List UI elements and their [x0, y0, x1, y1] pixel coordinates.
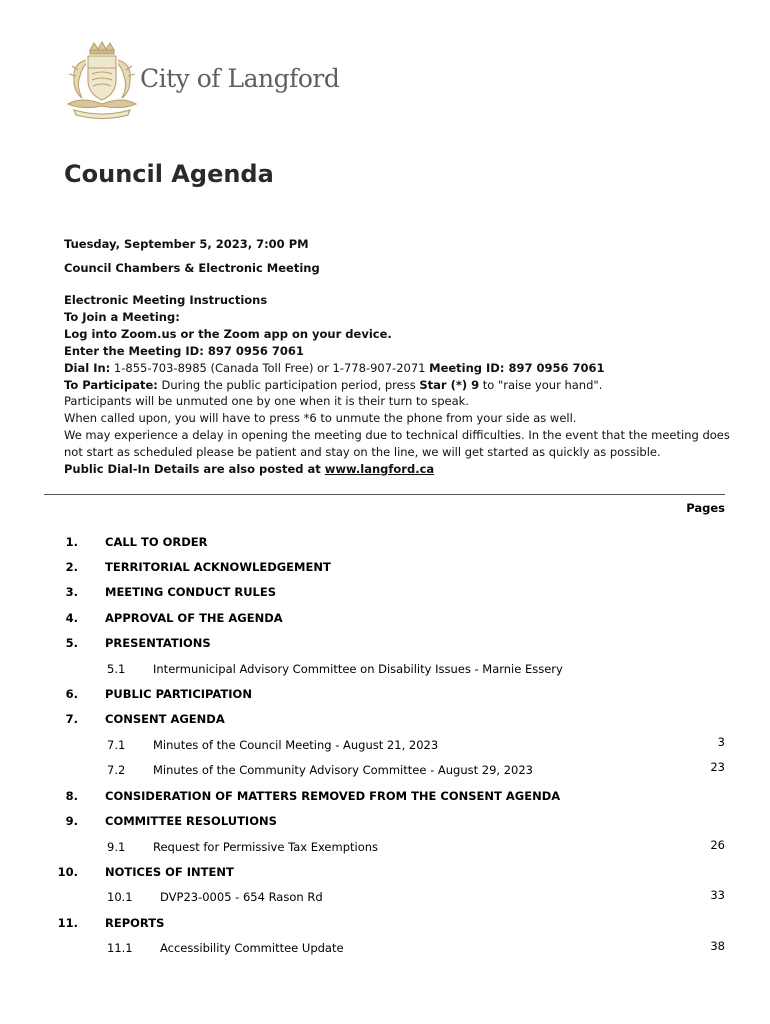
agenda-item-title: PUBLIC PARTICIPATION	[105, 687, 252, 701]
agenda-subitem-page: 33	[710, 888, 725, 902]
public-dial-in-line	[64, 461, 744, 478]
agenda-item-number: 11.	[57, 916, 78, 930]
agenda-item	[0, 560, 770, 578]
agenda-item-title: APPROVAL OF THE AGENDA	[105, 611, 283, 625]
agenda-subitem-title: Request for Permissive Tax Exemptions	[153, 840, 379, 854]
agenda-item	[0, 611, 770, 629]
agenda-item	[0, 789, 770, 807]
agenda-subitem	[0, 760, 770, 781]
agenda-subitem-number: 7.1	[107, 738, 126, 752]
agenda-item-title: TERRITORIAL ACKNOWLEDGEMENT	[105, 560, 331, 574]
agenda-item	[0, 865, 770, 883]
agenda-item-title: CONSIDERATION OF MATTERS REMOVED FROM THE CONSENT AGENDA	[105, 789, 561, 803]
agenda-subitem	[0, 662, 770, 680]
public-dial-in-label: Public Dial-In Details are also posted at	[64, 462, 325, 477]
agenda-subitem-number: 10.1	[107, 890, 133, 904]
agenda-subitem-title: Accessibility Committee Update	[160, 941, 344, 955]
participate-text: During the public participation period, press	[157, 377, 420, 392]
participate-label: To Participate:	[64, 377, 158, 392]
agenda-item-title: MEETING CONDUCT RULES	[105, 585, 277, 599]
langford-website-link[interactable]: www.langford.ca	[324, 462, 435, 477]
agenda-subitem-page: 38	[710, 939, 725, 953]
meeting-id-instruction: Enter the Meeting ID: 897 0956 7061	[64, 343, 304, 358]
agenda-item	[0, 535, 770, 553]
participate-line	[64, 377, 744, 394]
unmute-note: Participants will be unmuted one by one when it is their turn to speak.	[64, 394, 469, 409]
agenda-item-number: 5.	[65, 636, 78, 650]
delay-note: We may experience a delay in opening the meeting due to technical difficulties. In the event that the meeting does not start as scheduled please be patient and stay on the line, we will get started as quickly as possible.	[64, 428, 730, 460]
agenda-item	[0, 814, 770, 832]
agenda-item-title: NOTICES OF INTENT	[105, 865, 234, 879]
agenda-item-number: 7.	[65, 712, 78, 726]
agenda-subitem	[0, 840, 770, 858]
login-instruction: Log into Zoom.us or the Zoom app on your device.	[64, 326, 392, 341]
agenda-item	[0, 687, 770, 705]
agenda-item-number: 6.	[65, 687, 78, 701]
star-nine-label: Star (*) 9	[419, 377, 480, 392]
agenda-item-title: PRESENTATIONS	[105, 636, 211, 650]
agenda-subitem-number: 5.1	[107, 662, 126, 676]
agenda-item-number: 2.	[65, 560, 78, 574]
agenda-subitem-title: Minutes of the Community Advisory Committee - August 29, 2023	[153, 763, 533, 777]
agenda-subitem-number: 11.1	[107, 941, 133, 955]
agenda-item-number: 1.	[65, 535, 78, 549]
agenda-subitem-page: 3	[717, 735, 725, 749]
meeting-instructions	[64, 292, 744, 478]
agenda-subitem-number: 7.2	[107, 763, 126, 777]
meeting-location: Council Chambers & Electronic Meeting	[64, 261, 320, 275]
page-title: Council Agenda	[64, 160, 274, 188]
instructions-heading: Electronic Meeting Instructions	[64, 293, 268, 307]
agenda-item-title: CONSENT AGENDA	[105, 712, 225, 726]
meeting-datetime: Tuesday, September 5, 2023, 7:00 PM	[64, 237, 309, 251]
agenda-item	[0, 916, 770, 934]
dial-in-meeting-id: Meeting ID: 897 0956 7061	[429, 360, 605, 375]
agenda-subitem-page: 26	[710, 838, 725, 852]
agenda-item-title: REPORTS	[105, 916, 165, 930]
dial-in-line	[64, 360, 744, 377]
agenda-subitem	[0, 735, 770, 756]
agenda-subitem-title: Minutes of the Council Meeting - August 21, 2023	[153, 738, 439, 752]
agenda-subitem-number: 9.1	[107, 840, 126, 854]
agenda-item	[0, 712, 770, 730]
called-upon-note: When called upon, you will have to press *6 to unmute the phone from your side as well.	[64, 411, 577, 426]
agenda-subitem-title: DVP23-0005 - 654 Rason Rd	[160, 890, 323, 904]
agenda-subitem	[0, 890, 770, 908]
agenda-item-number: 8.	[65, 789, 78, 803]
agenda-item-title: CALL TO ORDER	[105, 535, 208, 549]
raise-hand-text: to "raise your hand".	[479, 377, 603, 392]
city-name: City of Langford	[140, 64, 340, 93]
agenda-subitem	[0, 941, 770, 959]
agenda-subitem-title: Intermunicipal Advisory Committee on Disability Issues - Marnie Essery	[153, 662, 563, 676]
pages-column-header: Pages	[686, 501, 725, 515]
city-crest-icon	[62, 40, 138, 120]
agenda-item	[0, 636, 770, 654]
join-heading: To Join a Meeting:	[64, 309, 180, 324]
agenda-item-number: 10.	[57, 865, 78, 879]
agenda-item-title: COMMITTEE RESOLUTIONS	[105, 814, 277, 828]
section-divider	[44, 494, 725, 495]
dial-in-numbers: 1-855-703-8985 (Canada Toll Free) or 1-778-907-2071	[110, 360, 430, 375]
agenda-subitem-page: 23	[710, 760, 725, 774]
agenda-item	[0, 585, 770, 603]
agenda-item-number: 9.	[65, 814, 78, 828]
agenda-item-number: 3.	[65, 585, 78, 599]
dial-in-label: Dial In:	[64, 360, 111, 375]
agenda-item-number: 4.	[65, 611, 78, 625]
